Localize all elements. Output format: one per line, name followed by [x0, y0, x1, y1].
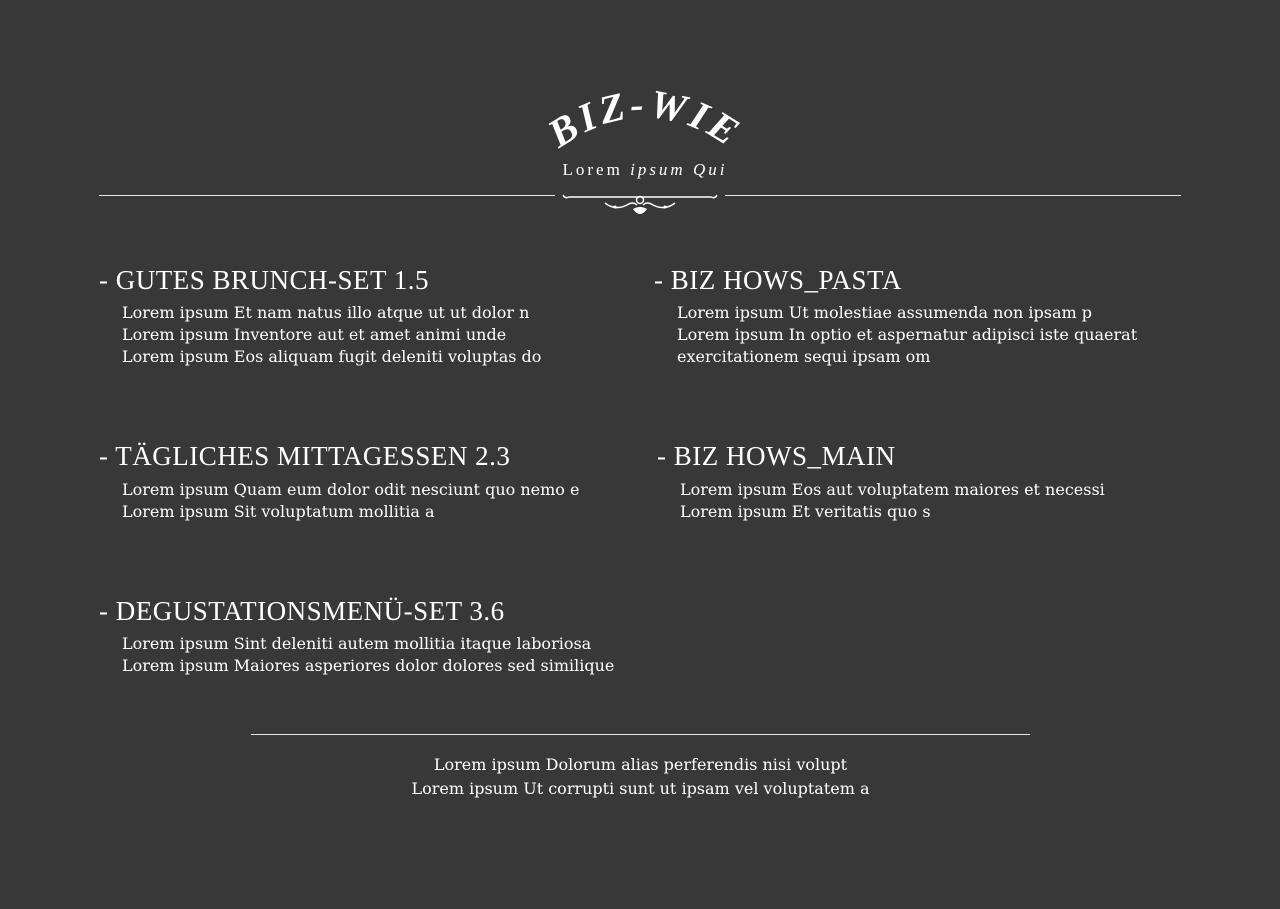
ornament-icon [555, 187, 725, 221]
section-title-brunch: - GUTES BRUNCH-SET 1.5 [99, 265, 430, 295]
footer-divider [251, 734, 1030, 735]
menu-line: exercitationem sequi ipsam om [677, 347, 931, 366]
menu-line: Lorem ipsum Ut molestiae assumenda non ipsam p [677, 303, 1093, 322]
tagline-word-1: Lorem [562, 160, 623, 179]
tagline-word-2: ipsum [630, 160, 686, 179]
menu-line: Lorem ipsum Eos aut voluptatem maiores et necessi [680, 480, 1105, 499]
menu-line: Lorem ipsum In optio et aspernatur adipisci iste quaerat [677, 325, 1138, 344]
svg-text:BIZ-WIE [539, 90, 750, 156]
logo-text: BIZ-WIE [539, 90, 751, 156]
footer-line: Lorem ipsum Dolorum alias perferendis nisi volupt [433, 755, 848, 774]
section-title-main: - BIZ HOWS_MAIN [657, 441, 896, 471]
footer-line: Lorem ipsum Ut corrupti sunt ut ipsam vel voluptatem a [411, 779, 870, 798]
section-body-lunch [122, 479, 579, 523]
section-body-pasta [677, 302, 1137, 368]
tagline-word-3: Qui [692, 160, 728, 179]
menu-line: Lorem ipsum Et veritatis quo s [680, 502, 931, 521]
section-body-tasting [122, 633, 614, 677]
section-body-main [680, 479, 1105, 523]
menu-line: Lorem ipsum Sint deleniti autem mollitia itaque laboriosa [122, 634, 592, 653]
section-title-tasting: - DEGUSTATIONSMENÜ-SET 3.6 [99, 596, 505, 626]
menu-line: Lorem ipsum Maiores asperiores dolor dolores sed similique [122, 656, 615, 675]
menu-line: Lorem ipsum Eos aliquam fugit deleniti voluptas do [122, 347, 542, 366]
section-title-pasta: - BIZ HOWS_PASTA [654, 265, 902, 295]
footer-text [251, 753, 1030, 801]
menu-line: Lorem ipsum Quam eum dolor odit nesciunt quo nemo e [122, 480, 580, 499]
section-title-lunch: - TÄGLICHES MITTAGESSEN 2.3 [99, 441, 511, 471]
section-body-brunch [122, 302, 541, 368]
tagline [530, 160, 760, 180]
menu-line: Lorem ipsum Inventore aut et amet animi unde [122, 325, 507, 344]
menu-line: Lorem ipsum Sit voluptatum mollitia a [122, 502, 435, 521]
menu-line: Lorem ipsum Et nam natus illo atque ut ut dolor n [122, 303, 530, 322]
